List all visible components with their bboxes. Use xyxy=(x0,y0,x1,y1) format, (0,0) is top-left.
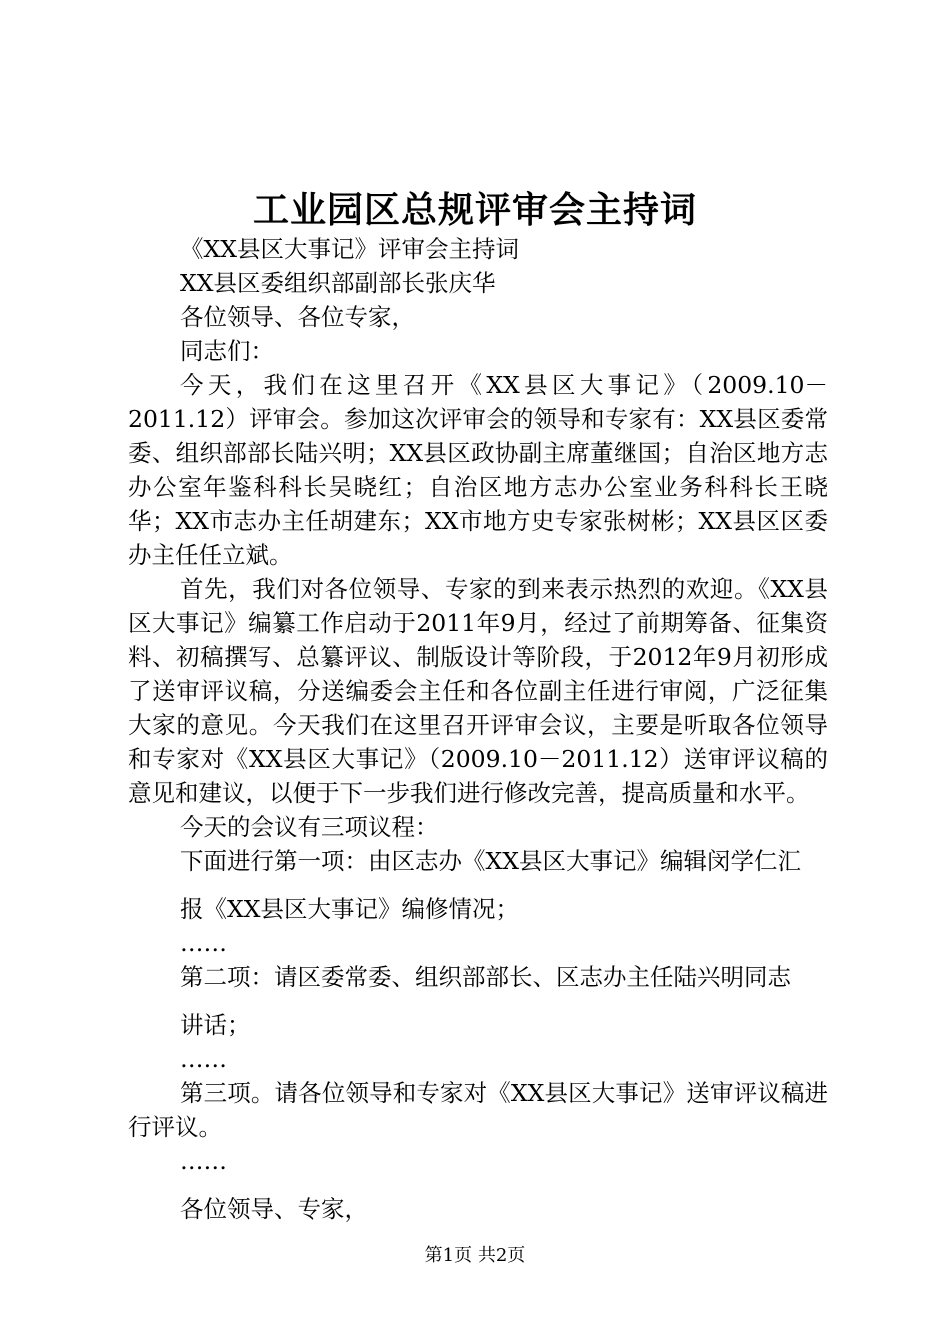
subtitle-line: 《XX县区大事记》评审会主持词 xyxy=(180,235,519,263)
document-body xyxy=(128,232,828,1226)
closing-line: 各位领导、专家， xyxy=(180,1195,368,1223)
greeting-line: 同志们： xyxy=(180,337,274,365)
agenda-item-1: 下面进行第一项：由区志办《XX县区大事记》编辑闵学仁汇 xyxy=(180,847,801,875)
paragraph-welcome: 首先，我们对各位领导、专家的到来表示热烈的欢迎。《XX县区大事记》编纂工作启动于2011年9月，经过了前期筹备、征集资料、初稿撰写、总纂评议、制版设计等阶段，于2012年9月初形成了送审评议稿，分送编委会主任和各位副主任进行审阅，广泛征集大家的意见。今天我们在这里召开评审会议，主要是听取各位领导和专家对《XX县区大事记》（2009.10－2011.12）送审评议稿的意见和建议，以便于下一步我们进行修改完善，提高质量和水平。 xyxy=(128,575,828,807)
page-footer: 第1页 共2页 xyxy=(424,1245,526,1266)
ellipsis: …… xyxy=(180,1045,227,1073)
ellipsis: …… xyxy=(180,929,227,957)
speaker-line: XX县区委组织部副部长张庆华 xyxy=(180,269,496,297)
greeting-line: 各位领导、各位专家， xyxy=(180,303,415,331)
agenda-item-2-cont: 讲话； xyxy=(180,1011,251,1039)
ellipsis: …… xyxy=(180,1147,227,1175)
agenda-item-3: 第三项。请各位领导和专家对《XX县区大事记》送审评议稿进行评议。 xyxy=(128,1079,828,1141)
document-title: 工业园区总规评审会主持词 xyxy=(252,189,697,231)
paragraph-attendees: 今天，我们在这里召开《XX县区大事记》（2009.10－2011.12）评审会。参加这次评审会的领导和专家有：XX县区委常委、组织部部长陆兴明；XX县区政协副主席董继国；自治区地方志办公室年鉴科科长吴晓红；自治区地方志办公室业务科科长王晓华；XX市志办主任胡建东；XX市地方史专家张树彬；XX县区区委办主任任立斌。 xyxy=(128,371,828,569)
agenda-item-2: 第二项：请区委常委、组织部部长、区志办主任陆兴明同志 xyxy=(180,963,791,991)
agenda-intro: 今天的会议有三项议程： xyxy=(180,813,439,841)
agenda-item-1-cont: 报《XX县区大事记》编修情况； xyxy=(180,895,519,923)
